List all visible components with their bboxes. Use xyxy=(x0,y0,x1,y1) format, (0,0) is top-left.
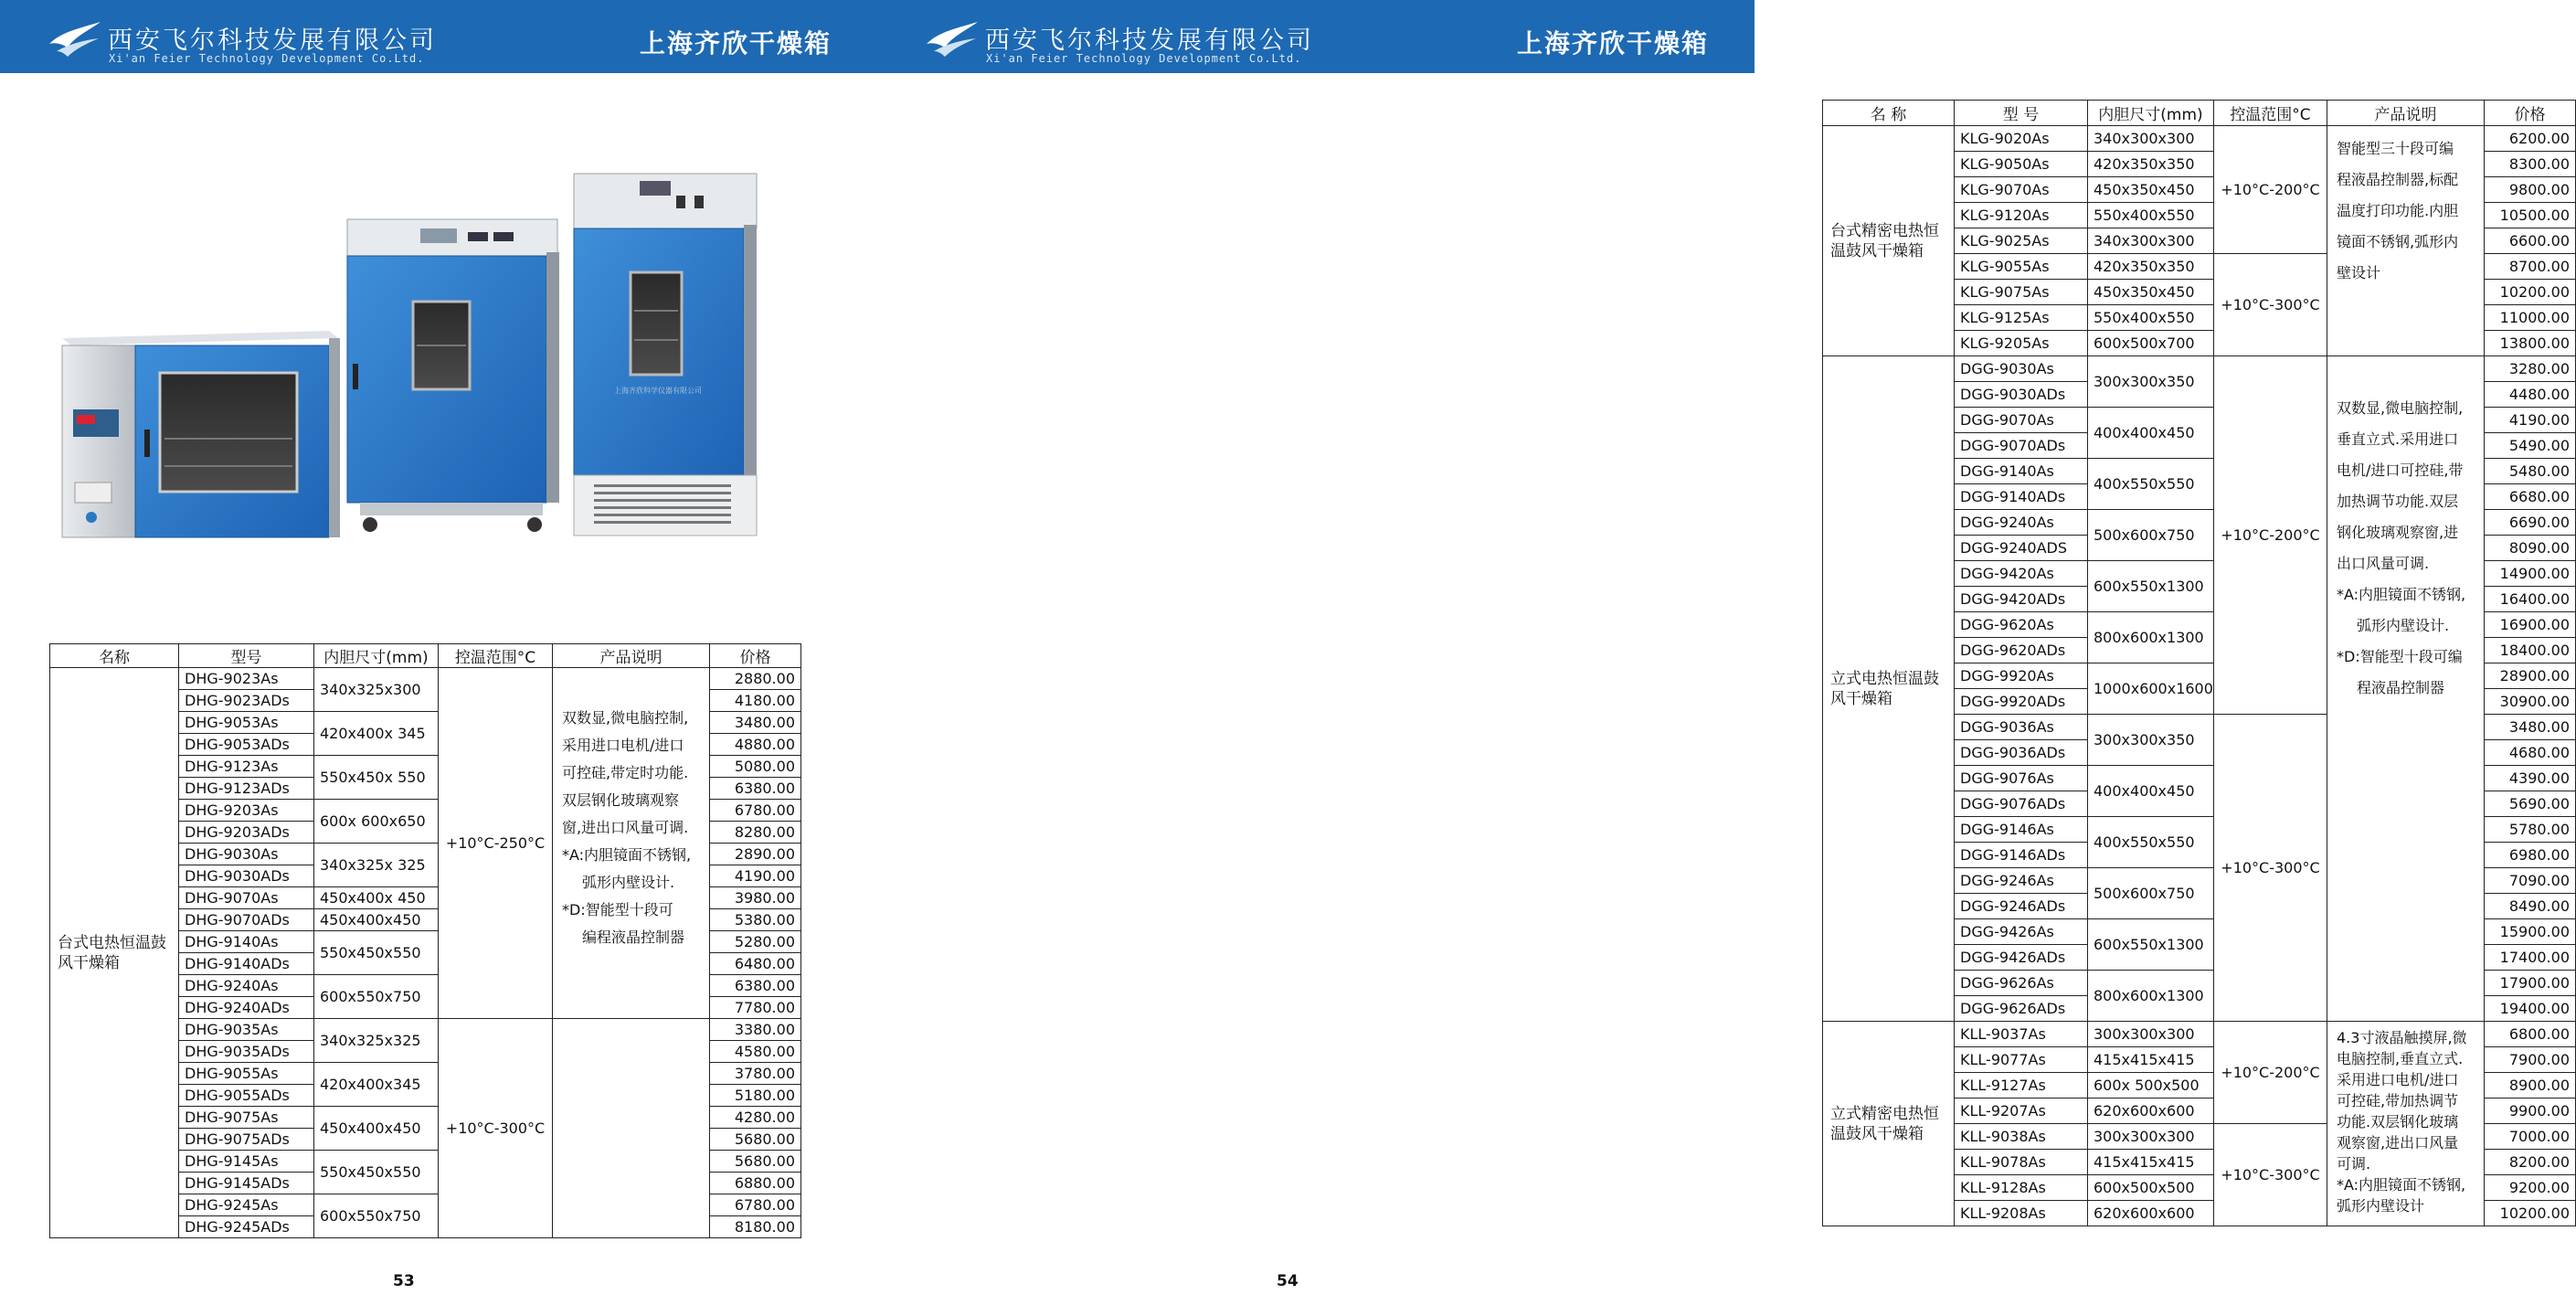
product-description xyxy=(553,668,710,1019)
chamber-size: 600x550x750 xyxy=(314,1194,439,1238)
description-line: *A:内胆镜面不锈钢, xyxy=(562,846,692,864)
price: 7780.00 xyxy=(710,997,801,1019)
description-line: 可调. xyxy=(2337,1155,2371,1173)
model-number: KLG-9025As xyxy=(1955,228,2088,254)
price: 3380.00 xyxy=(710,1019,801,1041)
col-header-model: 型 号 xyxy=(1955,101,2088,126)
chamber-size: 500x600x750 xyxy=(2088,868,2214,919)
price: 15900.00 xyxy=(2485,919,2576,945)
chamber-size: 800x600x1300 xyxy=(2088,971,2214,1022)
description-line: 镜面不锈钢,弧形内 xyxy=(2337,233,2459,250)
description-line: 智能型三十段可编 xyxy=(2337,140,2454,157)
model-number: DHG-9030As xyxy=(179,844,314,865)
catalog-page-54 xyxy=(877,0,2570,1316)
model-number: KLG-9205As xyxy=(1955,331,2088,356)
chamber-size: 800x600x1300 xyxy=(2088,612,2214,663)
col-header-size: 内胆尺寸(mm) xyxy=(2088,101,2214,126)
price: 5180.00 xyxy=(710,1085,801,1107)
chamber-size: 550x400x550 xyxy=(2088,203,2214,228)
price: 11000.00 xyxy=(2485,305,2576,331)
temperature-range: +10°C-300°C xyxy=(2214,254,2327,356)
product-description xyxy=(2327,1022,2485,1226)
model-number: DGG-9146ADs xyxy=(1955,843,2088,868)
price: 5080.00 xyxy=(710,756,801,778)
chamber-size: 450x400x450 xyxy=(314,1107,439,1151)
temperature-range: +10°C-300°C xyxy=(2214,715,2327,1022)
chamber-size: 415x415x415 xyxy=(2088,1047,2214,1073)
price: 6380.00 xyxy=(710,778,801,800)
price: 6780.00 xyxy=(710,800,801,822)
price: 5480.00 xyxy=(2485,459,2576,484)
model-number: DGG-9036As xyxy=(1955,715,2088,740)
price: 13800.00 xyxy=(2485,331,2576,356)
right-table-body xyxy=(1823,126,2576,1226)
price: 10200.00 xyxy=(2485,280,2576,305)
model-number: DHG-9075ADs xyxy=(179,1129,314,1151)
chamber-size: 300x300x300 xyxy=(2088,1124,2214,1150)
description-line: 采用进口电机/进口 xyxy=(562,737,684,754)
chamber-size: 450x400x450 xyxy=(314,909,439,931)
description-line: 双数显,微电脑控制, xyxy=(562,709,689,727)
price: 19400.00 xyxy=(2485,996,2576,1022)
chamber-size: 300x300x350 xyxy=(2088,715,2214,766)
temperature-range: +10°C-200°C xyxy=(2214,1022,2327,1124)
price: 10500.00 xyxy=(2485,203,2576,228)
chamber-size: 340x300x300 xyxy=(2088,126,2214,152)
chamber-size: 1000x600x1600 xyxy=(2088,663,2214,715)
chamber-size: 420x350x350 xyxy=(2088,254,2214,280)
model-number: DGG-9240ADS xyxy=(1955,536,2088,561)
price: 6680.00 xyxy=(2485,484,2576,510)
description-line: 温度打印功能.内胆 xyxy=(2337,202,2459,219)
product-description xyxy=(2327,356,2485,1022)
chamber-size: 400x400x450 xyxy=(2088,766,2214,817)
price: 4190.00 xyxy=(710,865,801,887)
price: 7900.00 xyxy=(2485,1047,2576,1073)
model-number: DHG-9023As xyxy=(179,668,314,690)
page-number: 53 xyxy=(393,1272,415,1290)
col-header-model: 型号 xyxy=(179,644,314,668)
chamber-size: 420x350x350 xyxy=(2088,152,2214,177)
description-line: 功能.双层钢化玻璃 xyxy=(2337,1113,2459,1130)
description-line: 可控硅,带加热调节 xyxy=(2337,1092,2459,1109)
price: 7090.00 xyxy=(2485,868,2576,894)
col-header-desc: 产品说明 xyxy=(2327,101,2485,126)
price: 9900.00 xyxy=(2485,1098,2576,1124)
price: 7000.00 xyxy=(2485,1124,2576,1150)
price: 6880.00 xyxy=(710,1173,801,1194)
model-number: DGG-9076ADs xyxy=(1955,791,2088,817)
table-header-row xyxy=(50,644,801,668)
model-number: DGG-9140As xyxy=(1955,459,2088,484)
model-number: DGG-9426As xyxy=(1955,919,2088,945)
chamber-size: 415x415x415 xyxy=(2088,1150,2214,1175)
chamber-size: 420x400x 345 xyxy=(314,712,439,756)
model-number: DHG-9145ADs xyxy=(179,1173,314,1194)
description-line: 窗,进出口风量可调. xyxy=(562,819,689,836)
price: 8200.00 xyxy=(2485,1150,2576,1175)
model-number: KLG-9050As xyxy=(1955,152,2088,177)
chamber-size: 600x550x750 xyxy=(314,975,439,1019)
col-header-name: 名称 xyxy=(50,644,179,668)
table-row xyxy=(1823,126,2576,152)
model-number: DGG-9140ADs xyxy=(1955,484,2088,510)
chamber-size: 400x400x450 xyxy=(2088,408,2214,459)
price: 5780.00 xyxy=(2485,817,2576,843)
price: 5680.00 xyxy=(710,1129,801,1151)
description-line: 编程液晶控制器 xyxy=(582,929,685,946)
model-number: DHG-9070ADs xyxy=(179,909,314,931)
price: 8900.00 xyxy=(2485,1073,2576,1098)
catalog-page-53 xyxy=(0,0,877,1316)
company-name-cn: 西安飞尔科技发展有限公司 xyxy=(108,27,437,55)
model-number: DGG-9030As xyxy=(1955,356,2088,382)
page-number: 54 xyxy=(1277,1272,1299,1290)
col-header-size: 内胆尺寸(mm) xyxy=(314,644,439,668)
table-row xyxy=(1823,356,2576,382)
price: 5490.00 xyxy=(2485,433,2576,459)
model-number: DHG-9240As xyxy=(179,975,314,997)
product-description xyxy=(2327,126,2485,356)
model-number: DGG-9426ADs xyxy=(1955,945,2088,971)
chamber-size: 600x 500x500 xyxy=(2088,1073,2214,1098)
temperature-range: +10°C-200°C xyxy=(2214,126,2327,254)
price: 3980.00 xyxy=(710,887,801,909)
chamber-size: 300x300x300 xyxy=(2088,1022,2214,1047)
description-line: *A:内胆镜面不锈钢, xyxy=(2337,1176,2466,1194)
chamber-size: 340x325x325 xyxy=(314,1019,439,1063)
price: 6980.00 xyxy=(2485,843,2576,868)
price: 17900.00 xyxy=(2485,971,2576,996)
model-number: KLL-9078As xyxy=(1955,1150,2088,1175)
model-number: DGG-9146As xyxy=(1955,817,2088,843)
model-number: KLG-9020As xyxy=(1955,126,2088,152)
chamber-size: 450x400x 450 xyxy=(314,887,439,909)
model-number: DHG-9203ADs xyxy=(179,822,314,844)
col-header-name: 名 称 xyxy=(1823,101,1955,126)
model-number: DGG-9070As xyxy=(1955,408,2088,433)
model-number: DHG-9070As xyxy=(179,887,314,909)
panel-caption: 上海齐欣科学仪器有限公司 xyxy=(614,387,702,395)
description-line: 弧形内壁设计. xyxy=(2357,617,2450,634)
chamber-size: 400x550x550 xyxy=(2088,459,2214,510)
model-number: DGG-9626ADs xyxy=(1955,996,2088,1022)
company-logo-icon xyxy=(925,16,980,58)
cabinet-oven-icon xyxy=(347,219,559,532)
model-number: DHG-9030ADs xyxy=(179,865,314,887)
price: 3480.00 xyxy=(710,712,801,734)
model-number: DGG-9246ADs xyxy=(1955,894,2088,919)
price: 16900.00 xyxy=(2485,612,2576,638)
model-number: KLL-9037As xyxy=(1955,1022,2088,1047)
chamber-size: 400x550x550 xyxy=(2088,817,2214,868)
model-number: DHG-9053As xyxy=(179,712,314,734)
model-number: DGG-9920As xyxy=(1955,663,2088,689)
description-line: 弧形内壁设计 xyxy=(2337,1197,2425,1215)
price: 8490.00 xyxy=(2485,894,2576,919)
description-line: 电机/进口可控硅,带 xyxy=(2337,462,2464,479)
model-number: KLL-9207As xyxy=(1955,1098,2088,1124)
price: 4580.00 xyxy=(710,1041,801,1063)
chamber-size: 300x300x350 xyxy=(2088,356,2214,408)
model-number: DHG-9245As xyxy=(179,1194,314,1216)
model-number: DHG-9145As xyxy=(179,1151,314,1173)
model-number: DHG-9203As xyxy=(179,800,314,822)
model-number: DGG-9246As xyxy=(1955,868,2088,894)
model-number: DGG-9620ADs xyxy=(1955,638,2088,663)
model-number: DHG-9245ADs xyxy=(179,1216,314,1238)
description-line: 观察窗,进出口风量 xyxy=(2337,1134,2459,1152)
price: 10200.00 xyxy=(2485,1201,2576,1226)
model-number: DHG-9140ADs xyxy=(179,953,314,975)
chamber-size: 600x550x1300 xyxy=(2088,919,2214,971)
temperature-range: +10°C-250°C xyxy=(439,668,553,1019)
description-line: 采用进口电机/进口 xyxy=(2337,1071,2459,1088)
model-number: DHG-9140As xyxy=(179,931,314,953)
description-line: 弧形内壁设计. xyxy=(582,874,675,891)
description-line: 可控硅,带定时功能. xyxy=(562,764,689,781)
model-number: KLG-9070As xyxy=(1955,177,2088,203)
description-line: *D:智能型十段可 xyxy=(562,901,673,918)
price: 4390.00 xyxy=(2485,766,2576,791)
price: 4190.00 xyxy=(2485,408,2576,433)
model-number: DGG-9420ADs xyxy=(1955,587,2088,612)
chamber-size: 340x325x 325 xyxy=(314,844,439,887)
model-number: DGG-9920ADs xyxy=(1955,689,2088,715)
product-name: 立式精密电热恒温鼓风干燥箱 xyxy=(1823,1022,1955,1226)
model-number: DHG-9035As xyxy=(179,1019,314,1041)
vertical-oven-icon xyxy=(574,174,757,536)
description-line: 加热调节功能.双层 xyxy=(2337,493,2459,510)
chamber-size: 340x325x300 xyxy=(314,668,439,712)
description-line: 壁设计 xyxy=(2337,264,2381,281)
dhg-table-body xyxy=(50,668,801,1238)
price: 4880.00 xyxy=(710,734,801,756)
price: 8700.00 xyxy=(2485,254,2576,280)
price: 6200.00 xyxy=(2485,126,2576,152)
chamber-size: 600x500x700 xyxy=(2088,331,2214,356)
price: 8090.00 xyxy=(2485,536,2576,561)
brand-title: 上海齐欣干燥箱 xyxy=(1516,28,1709,58)
col-header-temp: 控温范围°C xyxy=(2214,101,2327,126)
model-number: KLL-9208As xyxy=(1955,1201,2088,1226)
model-number: DHG-9023ADs xyxy=(179,690,314,712)
description-line: 出口风量可调. xyxy=(2337,555,2430,572)
klg-dgg-kll-price-table xyxy=(1822,100,2576,1226)
price: 5690.00 xyxy=(2485,791,2576,817)
company-name-en: Xi'an Feier Technology Development Co.Ltd. xyxy=(986,52,1302,65)
price: 6600.00 xyxy=(2485,228,2576,254)
dhg-price-table xyxy=(49,643,801,1238)
product-name: 台式电热恒温鼓风干燥箱 xyxy=(50,668,179,1238)
chamber-size: 550x450x550 xyxy=(314,931,439,975)
model-number: DHG-9035ADs xyxy=(179,1041,314,1063)
col-header-desc: 产品说明 xyxy=(553,644,710,668)
description-line: *D:智能型十段可编 xyxy=(2337,648,2463,665)
model-number: KLL-9128As xyxy=(1955,1175,2088,1201)
company-name-en: Xi'an Feier Technology Development Co.Ltd. xyxy=(109,52,425,65)
price: 9200.00 xyxy=(2485,1175,2576,1201)
col-header-price: 价格 xyxy=(2485,101,2576,126)
model-number: DGG-9420As xyxy=(1955,561,2088,587)
chamber-size: 340x300x300 xyxy=(2088,228,2214,254)
price: 8180.00 xyxy=(710,1216,801,1238)
price: 3480.00 xyxy=(2485,715,2576,740)
price: 18400.00 xyxy=(2485,638,2576,663)
col-header-price: 价格 xyxy=(710,644,801,668)
model-number: KLL-9127As xyxy=(1955,1073,2088,1098)
benchtop-oven-icon xyxy=(62,331,340,537)
model-number: DHG-9240ADs xyxy=(179,997,314,1019)
model-number: DHG-9055As xyxy=(179,1063,314,1085)
price: 14900.00 xyxy=(2485,561,2576,587)
model-number: KLL-9077As xyxy=(1955,1047,2088,1073)
model-number: DGG-9626As xyxy=(1955,971,2088,996)
price: 6800.00 xyxy=(2485,1022,2576,1047)
description-line: 程液晶控制器 xyxy=(2357,679,2445,696)
model-number: DHG-9055ADs xyxy=(179,1085,314,1107)
price: 6780.00 xyxy=(710,1194,801,1216)
model-number: DGG-9620As xyxy=(1955,612,2088,638)
table-row xyxy=(50,668,801,690)
model-number: KLL-9038As xyxy=(1955,1124,2088,1150)
temperature-range: +10°C-300°C xyxy=(2214,1124,2327,1226)
temperature-range: +10°C-300°C xyxy=(439,1019,553,1238)
price: 4480.00 xyxy=(2485,382,2576,408)
model-number: DGG-9036ADs xyxy=(1955,740,2088,766)
chamber-size: 600x500x500 xyxy=(2088,1175,2214,1201)
price: 3280.00 xyxy=(2485,356,2576,382)
brand-title: 上海齐欣干燥箱 xyxy=(639,28,832,58)
chamber-size: 550x450x 550 xyxy=(314,756,439,800)
model-number: DHG-9075As xyxy=(179,1107,314,1129)
chamber-size: 550x400x550 xyxy=(2088,305,2214,331)
temperature-range: +10°C-200°C xyxy=(2214,356,2327,715)
description-line: 钢化玻璃观察窗,进 xyxy=(2337,524,2459,541)
price: 17400.00 xyxy=(2485,945,2576,971)
company-name-cn: 西安飞尔科技发展有限公司 xyxy=(985,27,1314,55)
model-number: DGG-9030ADs xyxy=(1955,382,2088,408)
description-line: 电脑控制,垂直立式. xyxy=(2337,1050,2464,1067)
description-line: 4.3寸液晶触摸屏,微 xyxy=(2337,1029,2467,1046)
description-empty xyxy=(553,1019,710,1238)
header-banner xyxy=(0,0,877,73)
table-row xyxy=(1823,1022,2576,1047)
price: 8300.00 xyxy=(2485,152,2576,177)
chamber-size: 600x 600x650 xyxy=(314,800,439,844)
model-number: KLG-9075As xyxy=(1955,280,2088,305)
price: 5680.00 xyxy=(710,1151,801,1173)
price: 6690.00 xyxy=(2485,510,2576,536)
model-number: DHG-9053ADs xyxy=(179,734,314,756)
product-name: 立式电热恒温鼓风干燥箱 xyxy=(1823,356,1955,1022)
chamber-size: 620x600x600 xyxy=(2088,1201,2214,1226)
company-logo-icon xyxy=(48,16,102,58)
price: 5380.00 xyxy=(710,909,801,931)
chamber-size: 450x350x450 xyxy=(2088,280,2214,305)
price: 4180.00 xyxy=(710,690,801,712)
description-line: 程液晶控制器,标配 xyxy=(2337,171,2459,188)
price: 6480.00 xyxy=(710,953,801,975)
model-number: DHG-9123ADs xyxy=(179,778,314,800)
chamber-size: 620x600x600 xyxy=(2088,1098,2214,1124)
model-number: KLG-9125As xyxy=(1955,305,2088,331)
description-line: 垂直立式.采用进口 xyxy=(2337,430,2459,448)
chamber-size: 420x400x345 xyxy=(314,1063,439,1107)
model-number: DHG-9123As xyxy=(179,756,314,778)
model-number: DGG-9070ADs xyxy=(1955,433,2088,459)
header-banner xyxy=(877,0,1754,73)
price: 4680.00 xyxy=(2485,740,2576,766)
price: 28900.00 xyxy=(2485,663,2576,689)
price: 3780.00 xyxy=(710,1063,801,1085)
price: 5280.00 xyxy=(710,931,801,953)
description-line: *A:内胆镜面不锈钢, xyxy=(2337,586,2466,603)
chamber-size: 550x450x550 xyxy=(314,1151,439,1194)
model-number: KLG-9055As xyxy=(1955,254,2088,280)
price: 6380.00 xyxy=(710,975,801,997)
model-number: KLG-9120As xyxy=(1955,203,2088,228)
col-header-temp: 控温范围°C xyxy=(439,644,553,668)
model-number: DGG-9076As xyxy=(1955,766,2088,791)
chamber-size: 600x550x1300 xyxy=(2088,561,2214,612)
price: 30900.00 xyxy=(2485,689,2576,715)
chamber-size: 450x350x450 xyxy=(2088,177,2214,203)
model-number: DGG-9240As xyxy=(1955,510,2088,536)
description-line: 双层钢化玻璃观察 xyxy=(562,791,680,809)
table-header-row xyxy=(1823,101,2576,126)
price: 2890.00 xyxy=(710,844,801,865)
drying-oven-illustration xyxy=(55,164,777,567)
description-line: 双数显,微电脑控制, xyxy=(2337,399,2464,417)
price: 9800.00 xyxy=(2485,177,2576,203)
chamber-size: 500x600x750 xyxy=(2088,510,2214,561)
price: 16400.00 xyxy=(2485,587,2576,612)
price: 8280.00 xyxy=(710,822,801,844)
price: 4280.00 xyxy=(710,1107,801,1129)
price: 2880.00 xyxy=(710,668,801,690)
product-name: 台式精密电热恒温鼓风干燥箱 xyxy=(1823,126,1955,356)
